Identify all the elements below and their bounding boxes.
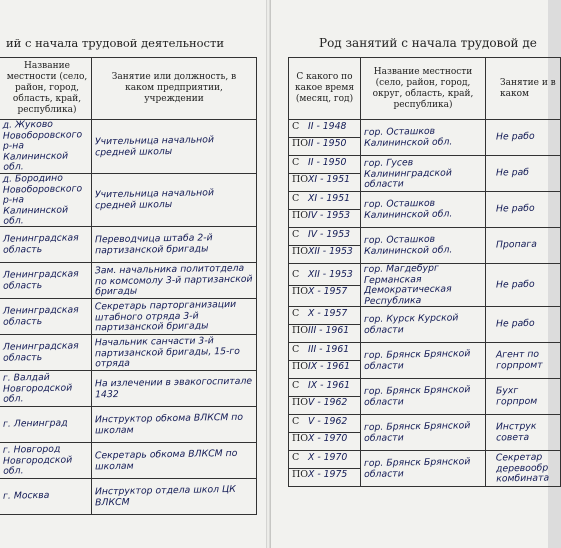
right-page-heading: Род занятий с начала трудовой де — [319, 36, 537, 50]
position-cell — [92, 335, 257, 371]
right-table — [288, 57, 561, 487]
place-cell — [0, 173, 92, 227]
position-cell — [486, 156, 561, 192]
date-from-value: X - 1957 — [308, 308, 348, 319]
date-to-value: XII - 1953 — [308, 246, 353, 257]
date-from-line — [289, 416, 360, 433]
position-text: Учительница начальной средней школы — [94, 134, 215, 158]
position-text: Секретарь обкома ВЛКСМ по школам — [94, 447, 238, 472]
place-cell — [361, 379, 486, 415]
place-cell — [0, 443, 92, 479]
position-text: Инструктор обкома ВЛКСМ по школам — [94, 411, 244, 436]
left-page-heading: ий с начала трудовой деятельности — [6, 36, 225, 50]
date-from-prefix: С — [292, 157, 300, 168]
date-cell — [289, 451, 361, 487]
position-column-header: Занятие или должность, в каком предприятии, учреждении — [92, 58, 257, 120]
position-text: Инструк совета — [495, 420, 537, 443]
place-text: г. Ленинград — [2, 417, 68, 430]
table-row — [0, 479, 257, 515]
table-row — [289, 307, 561, 343]
table-row — [0, 407, 257, 443]
date-to-line — [289, 325, 360, 341]
place-cell — [0, 120, 92, 174]
date-from-value: IV - 1953 — [308, 229, 351, 240]
position-text: Не раб — [495, 167, 530, 179]
position-cell — [92, 407, 257, 443]
place-text: д. Бородино Новоборовского р-на Калининской обл. — [2, 172, 83, 227]
date-to-prefix: ПО — [292, 469, 309, 480]
place-text: гор. Брянск Брянской области — [363, 384, 471, 408]
position-text: Переводчица штаба 2-й партизанской бригады — [94, 232, 213, 256]
date-from-value: III - 1961 — [308, 344, 350, 355]
table-row — [0, 299, 257, 335]
position-cell — [92, 371, 257, 407]
position-cell — [486, 379, 561, 415]
place-text: Ленинградская область — [2, 232, 79, 256]
place-text: д. Жуково Новоборовского р-на Калининской обл. — [2, 118, 83, 173]
place-text: г. Валдай Новгородской обл. — [2, 371, 73, 405]
date-to-prefix: ПО — [292, 246, 309, 257]
date-from-prefix: С — [292, 229, 300, 240]
position-text: Не рабо — [495, 278, 535, 291]
date-to-value: X - 1970 — [308, 433, 348, 444]
position-cell — [92, 299, 257, 335]
table-row — [289, 264, 561, 307]
date-from-value: V - 1962 — [308, 416, 348, 427]
position-text: Не рабо — [495, 131, 535, 143]
date-from-line — [289, 452, 360, 469]
right-page — [271, 0, 556, 548]
date-to-prefix: ПО — [292, 285, 309, 297]
date-from-line — [289, 121, 360, 138]
table-row — [0, 120, 257, 174]
position-cell — [486, 343, 561, 379]
left-page — [0, 0, 266, 548]
date-from-prefix: С — [292, 452, 300, 463]
place-cell — [361, 415, 486, 451]
table-row — [289, 415, 561, 451]
date-from-line — [289, 157, 360, 174]
table-row — [0, 173, 257, 227]
table-row — [0, 335, 257, 371]
place-text: гор. Брянск Брянской области — [363, 456, 471, 480]
date-to-value: XI - 1951 — [308, 174, 351, 185]
date-cell — [289, 156, 361, 192]
date-to-prefix: ПО — [292, 433, 309, 444]
date-to-line — [289, 174, 360, 190]
position-text: На излечении в эвакогоспитале 1432 — [94, 375, 253, 400]
place-cell — [0, 479, 92, 515]
date-cell — [289, 415, 361, 451]
table-row — [0, 443, 257, 479]
place-cell — [361, 228, 486, 264]
place-cell — [0, 407, 92, 443]
place-column-header: Название местности (село, район, город, область, край, республика) — [0, 58, 92, 120]
date-from-prefix: С — [292, 416, 300, 427]
date-cell — [289, 192, 361, 228]
table-row — [289, 156, 561, 192]
date-to-value: III - 1961 — [308, 325, 350, 336]
date-to-value: X - 1975 — [308, 469, 348, 480]
table-row — [289, 379, 561, 415]
position-text: Зам. начальника политотдела по комсомолу 3-й партизанской бригады — [94, 262, 253, 298]
date-from-value: XI - 1951 — [308, 193, 351, 204]
date-from-prefix: С — [292, 193, 300, 204]
position-text: Не рабо — [495, 318, 535, 330]
position-cell — [92, 120, 257, 174]
position-cell — [92, 173, 257, 227]
place-cell — [0, 371, 92, 407]
date-to-line — [289, 433, 360, 449]
table-row — [0, 263, 257, 299]
place-text: гор. Осташков Калининской обл. — [363, 125, 453, 149]
position-text: Начальник санчасти 3-й партизанской бригады, 15-го отряда — [94, 335, 241, 370]
place-cell — [0, 263, 92, 299]
date-to-prefix: ПО — [292, 138, 309, 149]
date-to-line — [289, 361, 360, 377]
position-cell — [486, 120, 561, 156]
date-column-header: С какого по какое время (месяц, год) — [289, 58, 361, 120]
date-to-prefix: ПО — [292, 210, 309, 221]
date-from-prefix: С — [292, 380, 300, 391]
position-text: Инструктор отдела школ ЦК ВЛКСМ — [94, 483, 236, 508]
date-to-value: IV - 1953 — [308, 210, 351, 221]
position-cell — [92, 227, 257, 263]
position-text: Не рабо — [495, 203, 535, 215]
date-to-value: II - 1950 — [308, 138, 347, 149]
date-to-line — [289, 286, 360, 302]
position-cell — [92, 263, 257, 299]
place-cell — [0, 335, 92, 371]
date-from-prefix: С — [292, 344, 300, 355]
place-text: гор. Гусев Калининградской области — [363, 156, 452, 190]
position-text: Агент по горпромт — [495, 348, 543, 371]
place-cell — [361, 264, 486, 307]
table-row — [289, 228, 561, 264]
position-text: Учительница начальной средней школы — [94, 187, 215, 212]
place-cell — [0, 227, 92, 263]
date-from-line — [289, 229, 360, 246]
place-text: гор. Осташков Калининской обл. — [363, 197, 453, 221]
left-table — [0, 57, 257, 515]
date-from-value: X - 1970 — [308, 452, 348, 463]
date-from-line — [289, 193, 360, 210]
date-to-line — [289, 246, 360, 262]
date-from-value: XII - 1953 — [308, 268, 353, 280]
table-row — [289, 343, 561, 379]
date-from-value: II - 1950 — [308, 157, 347, 168]
position-column-header: Занятие и в каком — [486, 58, 561, 120]
place-text: Ленинградская область — [2, 268, 79, 292]
date-from-prefix: С — [292, 268, 300, 280]
position-text: Секретар деревообр комбината — [495, 451, 550, 485]
place-cell — [361, 156, 486, 192]
place-column-header: Название местности (село, район, город, округ, область, край, республика) — [361, 58, 486, 120]
place-text: гор. Брянск Брянской области — [363, 420, 471, 444]
date-to-line — [289, 397, 360, 413]
place-text: Ленинградская область — [2, 304, 79, 328]
position-cell — [486, 192, 561, 228]
position-cell — [92, 479, 257, 515]
position-text: Пропага — [495, 239, 538, 251]
date-cell — [289, 120, 361, 156]
table-row — [289, 192, 561, 228]
date-to-value: X - 1957 — [308, 285, 348, 297]
place-text: гор. Осташков Калининской обл. — [363, 233, 453, 257]
date-from-value: II - 1948 — [308, 121, 347, 132]
date-to-prefix: ПО — [292, 174, 309, 185]
place-cell — [361, 307, 486, 343]
place-cell — [361, 120, 486, 156]
date-to-value: V - 1962 — [308, 397, 348, 408]
date-to-prefix: ПО — [292, 361, 309, 372]
date-cell — [289, 307, 361, 343]
position-cell — [486, 307, 561, 343]
date-cell — [289, 228, 361, 264]
position-cell — [486, 228, 561, 264]
date-cell — [289, 343, 361, 379]
date-cell — [289, 264, 361, 307]
place-text: г. Москва — [2, 490, 50, 502]
date-to-prefix: ПО — [292, 397, 309, 408]
date-from-line — [289, 380, 360, 397]
date-from-line — [289, 308, 360, 325]
date-from-line — [289, 269, 360, 286]
place-cell — [0, 299, 92, 335]
date-from-prefix: С — [292, 308, 300, 319]
date-from-value: IX - 1961 — [308, 380, 351, 391]
position-cell — [486, 264, 561, 307]
place-cell — [361, 192, 486, 228]
position-text: Бухг горпром — [495, 385, 538, 407]
table-row — [0, 371, 257, 407]
table-row — [0, 227, 257, 263]
position-cell — [486, 415, 561, 451]
date-to-line — [289, 210, 360, 226]
place-text: г. Новгород Новгородской обл. — [2, 443, 73, 477]
place-text: Ленинградская область — [2, 340, 79, 364]
date-cell — [289, 379, 361, 415]
date-to-prefix: ПО — [292, 325, 309, 336]
table-row — [289, 451, 561, 487]
date-to-line — [289, 469, 360, 485]
table-row — [289, 120, 561, 156]
date-to-line — [289, 138, 360, 154]
place-cell — [361, 343, 486, 379]
place-text: гор. Магдебург Германская Демократическая Республика — [363, 262, 452, 307]
position-cell — [92, 443, 257, 479]
place-text: гор. Брянск Брянской области — [363, 348, 471, 372]
date-to-value: IX - 1961 — [308, 361, 351, 372]
position-text: Секретарь парторганизации штабного отряда 3-й партизанской бригады — [94, 298, 237, 334]
date-from-prefix: С — [292, 121, 300, 132]
place-text: гор. Курск Курской области — [363, 312, 459, 336]
place-cell — [361, 451, 486, 487]
position-cell — [486, 451, 561, 487]
date-from-line — [289, 344, 360, 361]
